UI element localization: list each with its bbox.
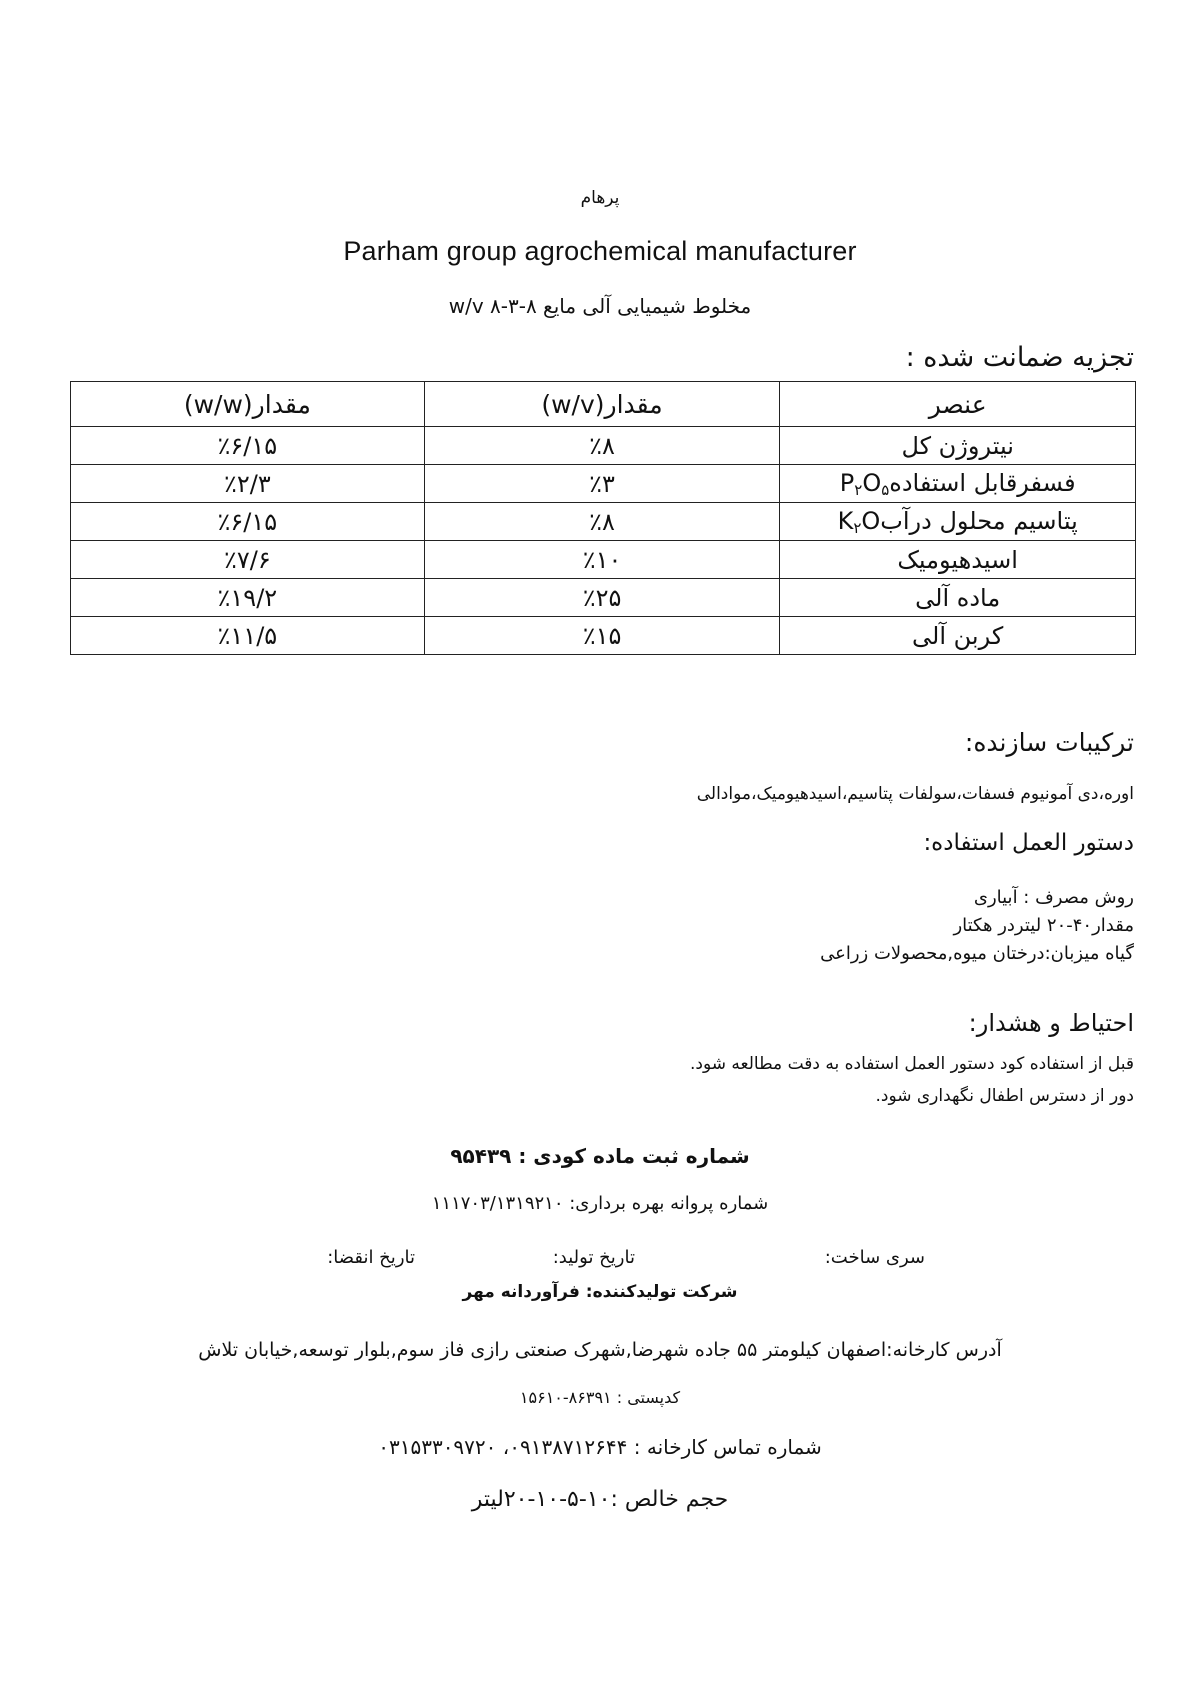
ingredients-text: اوره،دی آمونیوم فسفات،سولفات پتاسیم،اسیدهیومیک،موادالی <box>696 784 1134 804</box>
ingredients-heading: ترکیبات سازنده: <box>964 728 1134 757</box>
table-header-row <box>71 382 1136 427</box>
net-volume: حجم خالص :۱۰-۵-۱۰-۲۰لیتر <box>471 1487 729 1512</box>
table-row <box>71 427 1136 465</box>
table-row <box>71 465 1136 503</box>
ww-cell: ٪۶/۱۵ <box>71 503 425 541</box>
registration-number: شماره ثبت ماده کودی : ۹۵۴۳۹ <box>450 1144 750 1168</box>
ww-cell: ٪۲/۳ <box>71 465 425 503</box>
postal-code: کدپستی : ۸۶۳۹۱-۱۵۶۱۰ <box>519 1388 681 1407</box>
usage-host-plants: گیاه میزبان:درختان میوه,محصولات زراعی <box>820 943 1134 964</box>
brand-name: پرهام <box>580 188 620 208</box>
guaranteed-analysis-heading: تجزیه ضمانت شده : <box>905 342 1134 373</box>
chemical-formula: $P_۲O_۵$ <box>839 468 890 499</box>
table-row <box>71 541 1136 579</box>
warning-line: قبل از استفاده کود دستور العمل استفاده به دقت مطالعه شود. <box>690 1054 1134 1074</box>
table-row <box>71 617 1136 655</box>
wv-cell: ٪۳ <box>424 465 780 503</box>
page-title: Parham group agrochemical manufacturer <box>343 236 857 266</box>
producer-name: شرکت تولیدکننده: فرآوردانه مهر <box>462 1282 738 1302</box>
element-cell <box>780 465 1136 503</box>
wv-cell: ٪۸ <box>424 427 780 465</box>
product-subtitle: مخلوط شیمیایی آلی مایع ۸-۳-۸ w/v <box>448 294 752 318</box>
wv-cell: ٪۸ <box>424 503 780 541</box>
production-date-label: تاریخ تولید: <box>552 1247 635 1268</box>
usage-method: روش مصرف : آبیاری <box>973 887 1134 908</box>
license-number: شماره پروانه بهره برداری: ۱۱۱۷۰۳/۱۳۱۹۲۱۰ <box>431 1193 769 1214</box>
usage-heading: دستور العمل استفاده: <box>923 830 1134 856</box>
expiry-date-label: تاریخ انقضا: <box>327 1247 415 1268</box>
warning-line: دور از دسترس اطفال نگهداری شود. <box>875 1086 1134 1106</box>
element-cell: اسیدهیومیک <box>780 541 1136 579</box>
wv-cell: ٪۲۵ <box>424 579 780 617</box>
ww-cell: ٪۱۱/۵ <box>71 617 425 655</box>
element-cell: ماده آلی <box>780 579 1136 617</box>
table-row <box>71 503 1136 541</box>
factory-phone: شماره تماس کارخانه : ۰۹۱۳۸۷۱۲۶۴۴، ۰۳۱۵۳۳۰۹۷۲۰ <box>378 1435 822 1459</box>
element-cell: نیتروژن کل <box>780 427 1136 465</box>
warning-heading: احتیاط و هشدار: <box>968 1009 1134 1037</box>
column-header-ww: مقدار(w/w) <box>71 382 425 427</box>
batch-label: سری ساخت: <box>824 1247 925 1268</box>
column-header-element: عنصر <box>780 382 1136 427</box>
table-row <box>71 579 1136 617</box>
element-cell: کربن آلی <box>780 617 1136 655</box>
usage-dosage: مقدار۴۰-۲۰ لیتردر هکتار <box>953 915 1134 936</box>
element-cell <box>780 503 1136 541</box>
warning-text <box>690 1048 1134 1112</box>
guaranteed-analysis-table <box>70 381 1136 655</box>
usage-instructions <box>820 884 1134 968</box>
wv-cell: ٪۱۰ <box>424 541 780 579</box>
element-name: فسفرقابل استفاده <box>889 468 1076 497</box>
element-name: پتاسیم محلول درآب <box>880 506 1078 535</box>
ww-cell: ٪۶/۱۵ <box>71 427 425 465</box>
factory-address: آدرس کارخانه:اصفهان کیلومتر ۵۵ جاده شهرضا,شهرک صنعتی رازی فاز سوم,بلوار توسعه,خیابان تلاش <box>198 1339 1002 1361</box>
ww-cell: ٪۷/۶ <box>71 541 425 579</box>
chemical-formula: $K_۲O$ <box>837 506 881 537</box>
column-header-wv: مقدار(w/v) <box>424 382 780 427</box>
wv-cell: ٪۱۵ <box>424 617 780 655</box>
ww-cell: ٪۱۹/۲ <box>71 579 425 617</box>
